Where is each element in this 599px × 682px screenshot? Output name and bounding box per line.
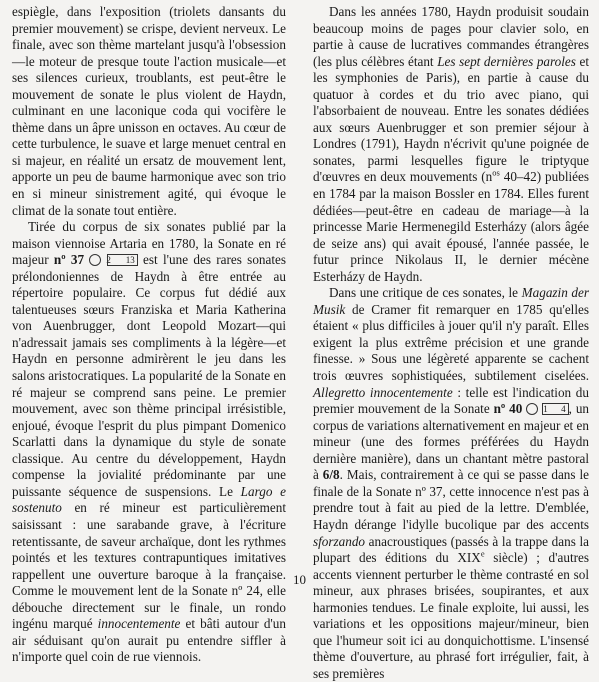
left-paragraph-2: Tirée du corpus de six sonates publié par la maison viennoise Artaria en 1780, la Sonate en ré majeur nº 37 2 13 est l'une des rares sonates prélondoniennes de Haydn à être entrée au répertoire populaire. Ce corpus fut dédié aux talentueuses sœurs Franziska et Maria Katherina von Auenbrugger, dont Leopold Mozart—qui n'adressait jamais ses compliments à la légère—et Haydn en personne admirèrent le jeu dans les salons aristocratiques. La popularité de la Sonate en ré majeur se comprend sans peine. Le premier mouvement, avec son thème principal irrésistible, enjoué, évoque l'esprit du plus pimpant Domenico Scarlatti dans la dynamique du style de sonate classique. Au centre du développement, Haydn compense la jovialité prédominante par une puissante séquence de suspensions. Le Largo e sostenuto en ré mineur est particulièrement saisissant : une sarabande grave, à l'écriture retentissante, de saveur archaïque, dont les rythmes pointés et les textures contrapuntiques imitatives rappellent une ouverture baroque à la française. Comme le mouvement lent de la Sonate nº 24, elle débouche directement sur le finale, un rondo ingénu marqué innocentemente et bâti autour d'un air séduisant qu'on aurait pu entendre siffler à n'importe quel coin de rue viennois.	[12, 219, 287, 665]
track-number: 4	[542, 403, 569, 415]
page-number: 10	[293, 572, 306, 587]
meter-symbol: 6/8	[322, 467, 340, 483]
sonata-number-40: nº 40	[493, 401, 523, 417]
sonata-number-37: nº 37	[53, 252, 85, 268]
left-column	[12, 4, 286, 666]
track-number: 13	[107, 254, 138, 266]
right-paragraph-2: Dans une critique de ces sonates, le Magazin der Musik de Cramer fit remarquer en 1785 qu'elles étaient « plus difficiles à jouer qu'il n'y paraît. Elles exigent la plus extrême précision et une grande finesse. » Sous une légèreté apparente se cachent trois œuvres sophistiquées, subtilement ciselées. Allegretto innocentemente : telle est l'indication du premier mouvement de la Sonate nº 40 1 4 , un corpus de variations alternativement en majeur et en mineur (une des formes préférées du Haydn dernière manière), dans un chantant mètre pastoral à 6/8. Mais, contrairement à ce qui se passe dans le finale de la Sonate nº 37, cette innocence n'est pas à prendre tout à fait au pied de la lettre. D'emblée, Haydn dérange l'idylle bucolique par des accents sforzando anacroustiques (passés à la trappe dans la plupart des éditions du XIXe siècle) ; d'autres accents viennent perturber le thème contrasté en sol mineur, aux phrases brisées, soupirantes, et aux harmonies tendues. Le finale exploite, lui aussi, les variations et les oppositions majeur/mineur, bien que l'humeur soit ici au donquichottisme. L'insensé thème d'ouverture, au phrasé fort irrégulier, fait, à ses premières	[313, 285, 589, 681]
left-paragraph-1: espiègle, dans l'exposition (triolets dansants du premier mouvement) se crispe, devient nerveux. Le finale, avec son thème martelant jusqu'à l'obsession—le moteur de presque toute l'action musicale—et ses silences curieux, troublants, est peut-être le mouvement de sonate le plus violent de Haydn, culminant en une laconique coda qui vocifère le thème dans un âpre unisson en octaves. Au cœur de cette turbulence, le suave et large menuet central en si majeur, en réalité un ersatz de mouvement lent, apporte un peu de baume harmonique avec son trio en si mineur sinistrement agité, qui évoque le climat de la sonate tout entière.	[12, 4, 286, 218]
disc-number: 1	[526, 403, 538, 415]
right-paragraph-1: Dans les années 1780, Haydn produisit soudain beaucoup moins de pages pour clavier solo, en partie à cause de lucratives commandes étrangères (les plus célèbres étant Les sept dernières paroles et les symphonies de Paris), en partie à cause du quatuor à cordes et du trio avec piano, qui l'absorbaient de nouveau. Entre les sonates dédiées aux sœurs Auenbrugger et son premier séjour à Londres (1791), Haydn n'écrivit qu'une poignée de sonates, parmi lesquelles figure le triptyque d'œuvres en deux mouvements ($n^{os}$ 40–42) publiées en 1784 par la maison Bossler en 1784. Elles furent dédiées—peut-être en cadeau de mariage—à la princesse Marie Hermenegild Esterházy (alors âgée de seize ans) qui avait épousé, l'année passée, le futur prince Nikolaus II, le dernier mécène Esterházy de Haydn.	[313, 4, 589, 284]
disc-number: 2	[89, 254, 101, 266]
